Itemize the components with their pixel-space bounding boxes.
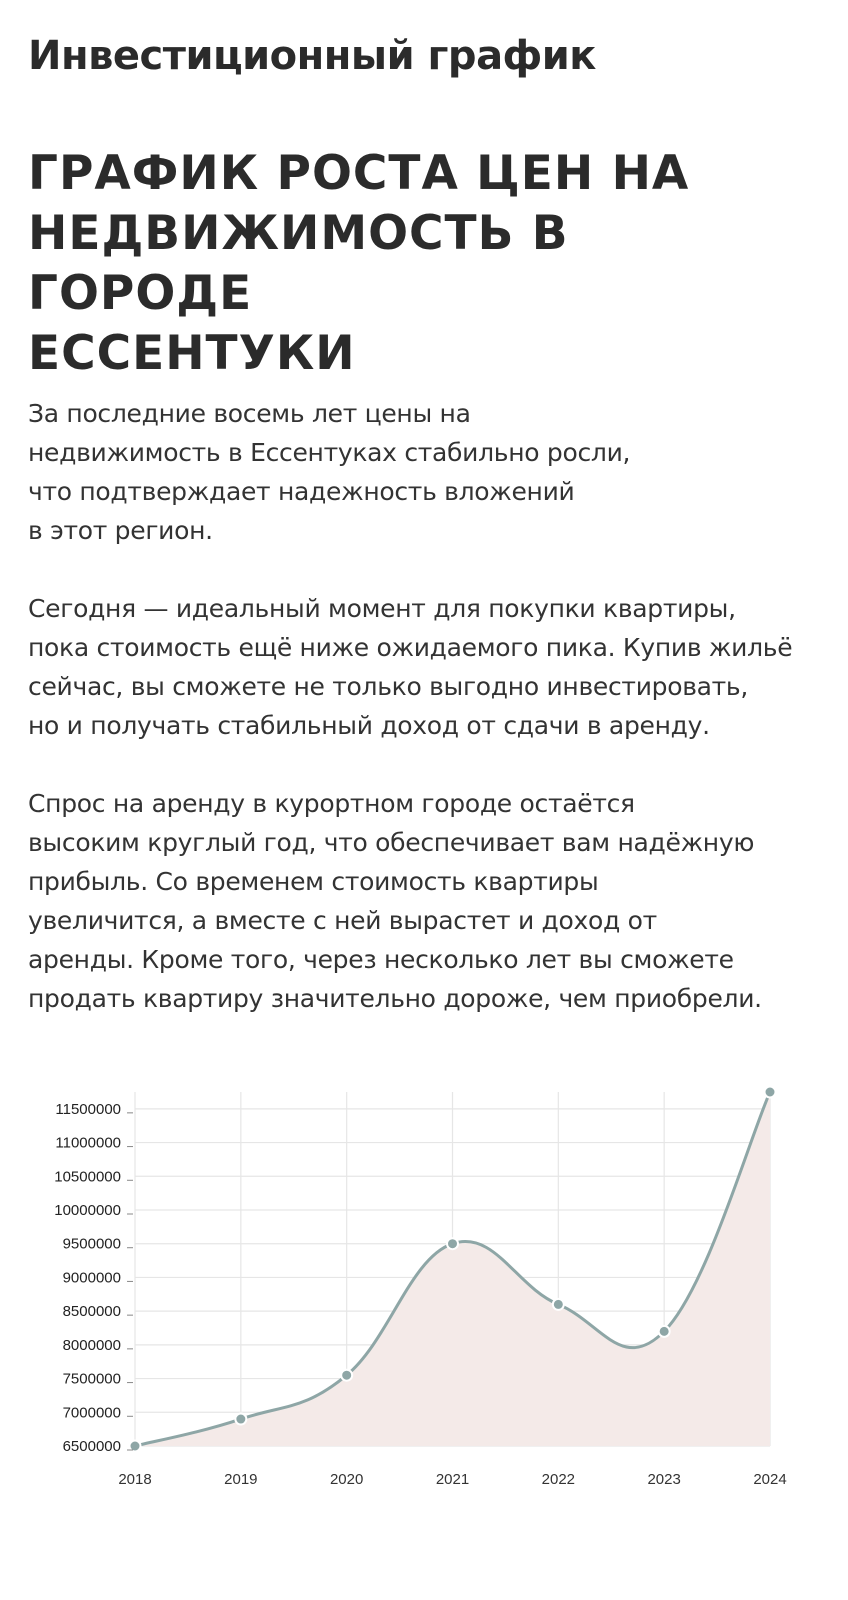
paragraph-line: недвижимость в Ессентуках стабильно росли, bbox=[28, 438, 631, 467]
y-tick-label: 11000000 bbox=[55, 1134, 121, 1152]
y-tick-label: 7500000 bbox=[62, 1370, 121, 1388]
page-title-line: ЕССЕНТУКИ bbox=[28, 326, 356, 381]
x-tick-label: 2022 bbox=[541, 1471, 576, 1488]
paragraph-line: За последние восемь лет цены на bbox=[28, 399, 471, 428]
y-tick-label: 8500000 bbox=[62, 1303, 121, 1321]
paragraph-line: что подтверждает надежность вложений bbox=[28, 477, 575, 506]
data-point bbox=[765, 1087, 776, 1098]
y-tick-label: 11500000 bbox=[55, 1100, 121, 1118]
paragraph-line: продать квартиру значительно дороже, чем приобрели. bbox=[28, 984, 762, 1013]
page-title bbox=[28, 144, 808, 384]
x-tick-label: 2019 bbox=[224, 1471, 258, 1488]
y-tick-label: 8000000 bbox=[62, 1336, 121, 1354]
x-tick-label: 2021 bbox=[435, 1471, 470, 1488]
data-point bbox=[341, 1370, 352, 1381]
x-tick-label: 2023 bbox=[647, 1471, 681, 1488]
y-tick-label: 10500000 bbox=[54, 1168, 121, 1186]
data-point bbox=[659, 1326, 670, 1337]
x-tick-label: 2018 bbox=[118, 1471, 152, 1488]
y-axis-ticks bbox=[54, 1101, 133, 1455]
y-tick-label: 9000000 bbox=[62, 1269, 121, 1287]
y-tick-label: 9500000 bbox=[62, 1235, 121, 1253]
paragraph-line: аренды. Кроме того, через несколько лет вы сможете bbox=[28, 945, 734, 974]
paragraph-line: в этот регион. bbox=[28, 516, 213, 545]
data-point bbox=[553, 1299, 564, 1310]
paragraph-line: увеличится, а вместе с ней вырастет и доход от bbox=[28, 906, 657, 935]
paragraph-line: Спрос на аренду в курортном городе остаётся bbox=[28, 789, 635, 818]
x-tick-label: 2024 bbox=[753, 1471, 787, 1488]
section-heading: Инвестиционный график bbox=[28, 33, 596, 79]
paragraph-line: Сегодня — идеальный момент для покупки квартиры, bbox=[28, 594, 736, 623]
page-title-line: НЕДВИЖИМОСТЬ В ГОРОДЕ bbox=[28, 206, 569, 321]
paragraph-buy-now bbox=[28, 589, 828, 745]
page-title-line: ГРАФИК РОСТА ЦЕН НА bbox=[28, 146, 690, 201]
paragraph-line: но и получать стабильный доход от сдачи в аренду. bbox=[28, 711, 710, 740]
paragraph-price-growth bbox=[28, 394, 828, 550]
x-axis-ticks bbox=[118, 1471, 786, 1488]
paragraph-line: прибыль. Со временем стоимость квартиры bbox=[28, 867, 599, 896]
paragraph-line: высоким круглый год, что обеспечивает вам надёжную bbox=[28, 828, 755, 857]
y-tick-label: 10000000 bbox=[54, 1202, 121, 1219]
data-point bbox=[235, 1414, 246, 1425]
y-tick-label: 7000000 bbox=[62, 1404, 121, 1422]
price-growth-chart bbox=[0, 1060, 848, 1520]
paragraph-rent-demand bbox=[28, 784, 828, 1018]
data-point bbox=[447, 1238, 458, 1249]
chart-svg bbox=[0, 1060, 848, 1520]
paragraph-line: сейчас, вы сможете не только выгодно инвестировать, bbox=[28, 672, 749, 701]
y-tick-label: 6500000 bbox=[62, 1438, 121, 1455]
paragraph-line: пока стоимость ещё ниже ожидаемого пика. Купив жильё bbox=[28, 633, 793, 662]
x-tick-label: 2020 bbox=[329, 1471, 364, 1488]
